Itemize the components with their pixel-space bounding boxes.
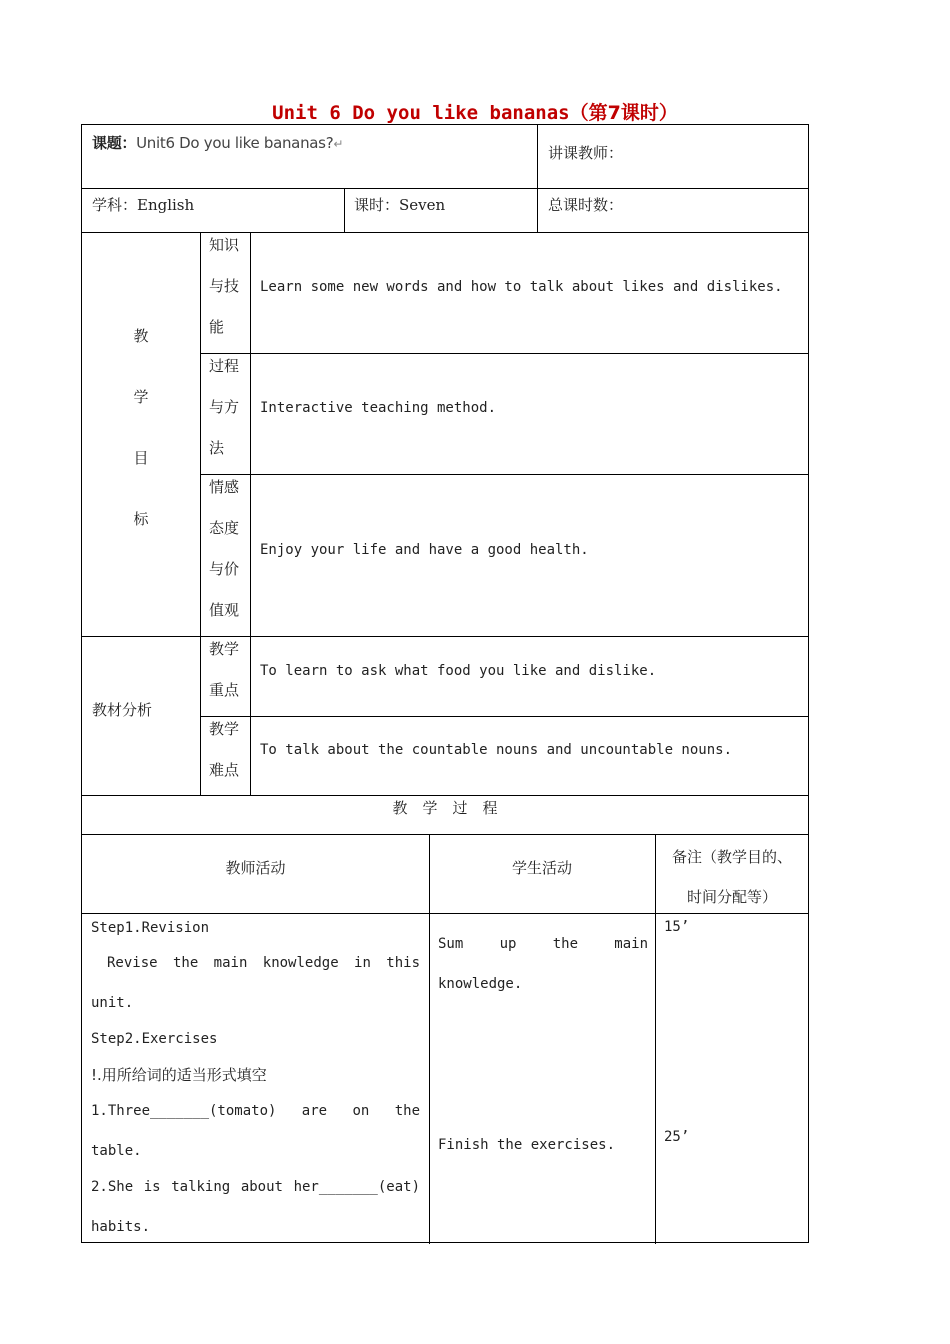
category-line: 态度 <box>209 519 240 537</box>
analysis-label <box>92 700 197 720</box>
teacher-activity-content <box>91 917 420 1253</box>
category-line: 重点 <box>209 681 240 699</box>
teacher-cell <box>548 143 798 163</box>
period-cell <box>354 195 534 215</box>
analysis-key-text <box>260 661 800 681</box>
step1-heading: Step1.Revision <box>91 920 210 936</box>
objectives-char: 标 <box>133 510 149 528</box>
category-line: 与价 <box>209 560 240 578</box>
objectives-label <box>82 316 200 560</box>
category-line: 与技 <box>209 277 240 295</box>
category-line: 难点 <box>209 761 240 779</box>
process-title-text: 教 学 过 程 <box>392 799 498 817</box>
paragraph-mark-icon: ↵ <box>333 137 344 151</box>
note-time-2 <box>664 1127 794 1147</box>
analysis-label-text: 教材分析 <box>92 701 153 719</box>
subject-text: 学科：English <box>92 196 195 214</box>
category-line: 能 <box>209 318 225 336</box>
objective-category-emotion <box>209 467 249 631</box>
column-teacher-activity <box>82 858 429 878</box>
note-time-text: 25’ <box>664 1129 690 1145</box>
student-step1: Sum up the main <box>438 936 648 952</box>
objective-text: Learn some new words and how to talk about likes and dislikes. <box>260 279 783 295</box>
objective-category-process <box>209 346 249 469</box>
objective-category-knowledge <box>209 225 249 348</box>
title-english: Unit 6 Do you like bananas <box>272 102 570 124</box>
analysis-text: To learn to ask what food you like and dislike. <box>260 663 657 679</box>
objective-process-text <box>260 398 800 418</box>
period-text: 课时：Seven <box>354 196 446 214</box>
question-1: 1.Three_______(tomato) are on the <box>91 1103 420 1119</box>
analysis-text: To talk about the countable nouns and uncountable nouns. <box>260 742 733 758</box>
question-2-end: habits. <box>91 1219 151 1235</box>
step1-text: Revise the main knowledge in this <box>107 955 420 971</box>
exercise-title: !.用所给词的适当形式填空 <box>91 1066 267 1084</box>
column-notes <box>656 837 808 917</box>
title-chinese: （第7课时） <box>569 102 678 124</box>
analysis-category-difficulty <box>209 709 249 791</box>
topic-label: 课题： <box>92 134 137 152</box>
document-title <box>0 98 950 125</box>
column-student-activity <box>429 858 655 878</box>
topic-value: Unit6 Do you like bananas? <box>136 134 334 152</box>
note-time-text: 15’ <box>664 919 690 935</box>
category-line: 知识 <box>209 236 240 254</box>
student-step2-text: Finish the exercises. <box>438 1137 616 1153</box>
analysis-category-key <box>209 629 249 711</box>
step1-text-end: unit. <box>91 995 134 1011</box>
objective-text: Interactive teaching method. <box>260 400 497 416</box>
column-header-text: 学生活动 <box>511 859 572 877</box>
category-line: 过程 <box>209 357 240 375</box>
subject-cell <box>92 195 337 215</box>
process-title <box>82 798 808 818</box>
note-time-1 <box>664 917 794 937</box>
column-header-text: 时间分配等） <box>686 888 777 906</box>
total-cell <box>548 195 798 215</box>
student-step2 <box>438 1135 648 1155</box>
total-text: 总课时数： <box>548 196 624 214</box>
student-activity-content <box>438 934 648 994</box>
topic-cell <box>92 133 532 154</box>
objective-knowledge-text <box>260 277 800 297</box>
lesson-plan-table <box>81 124 809 1243</box>
objectives-char: 目 <box>133 449 149 467</box>
teacher-label: 讲课教师： <box>548 144 624 162</box>
step2-heading: Step2.Exercises <box>91 1031 218 1047</box>
objective-text: Enjoy your life and have a good health. <box>260 542 589 558</box>
objective-emotion-text <box>260 540 800 560</box>
student-step1-end: knowledge. <box>438 976 523 992</box>
category-line: 值观 <box>209 601 240 619</box>
column-header-text: 教师活动 <box>225 859 286 877</box>
question-1-end: table. <box>91 1143 142 1159</box>
category-line: 与方 <box>209 398 240 416</box>
category-line: 教学 <box>209 720 240 738</box>
objectives-char: 教 <box>133 327 149 345</box>
category-line: 法 <box>209 439 225 457</box>
category-line: 教学 <box>209 640 240 658</box>
category-line: 情感 <box>209 478 240 496</box>
column-header-text: 备注（教学目的、 <box>671 848 792 866</box>
analysis-difficulty-text <box>260 740 800 760</box>
question-2: 2.She is talking about her_______(eat) <box>91 1179 420 1195</box>
objectives-char: 学 <box>133 388 149 406</box>
